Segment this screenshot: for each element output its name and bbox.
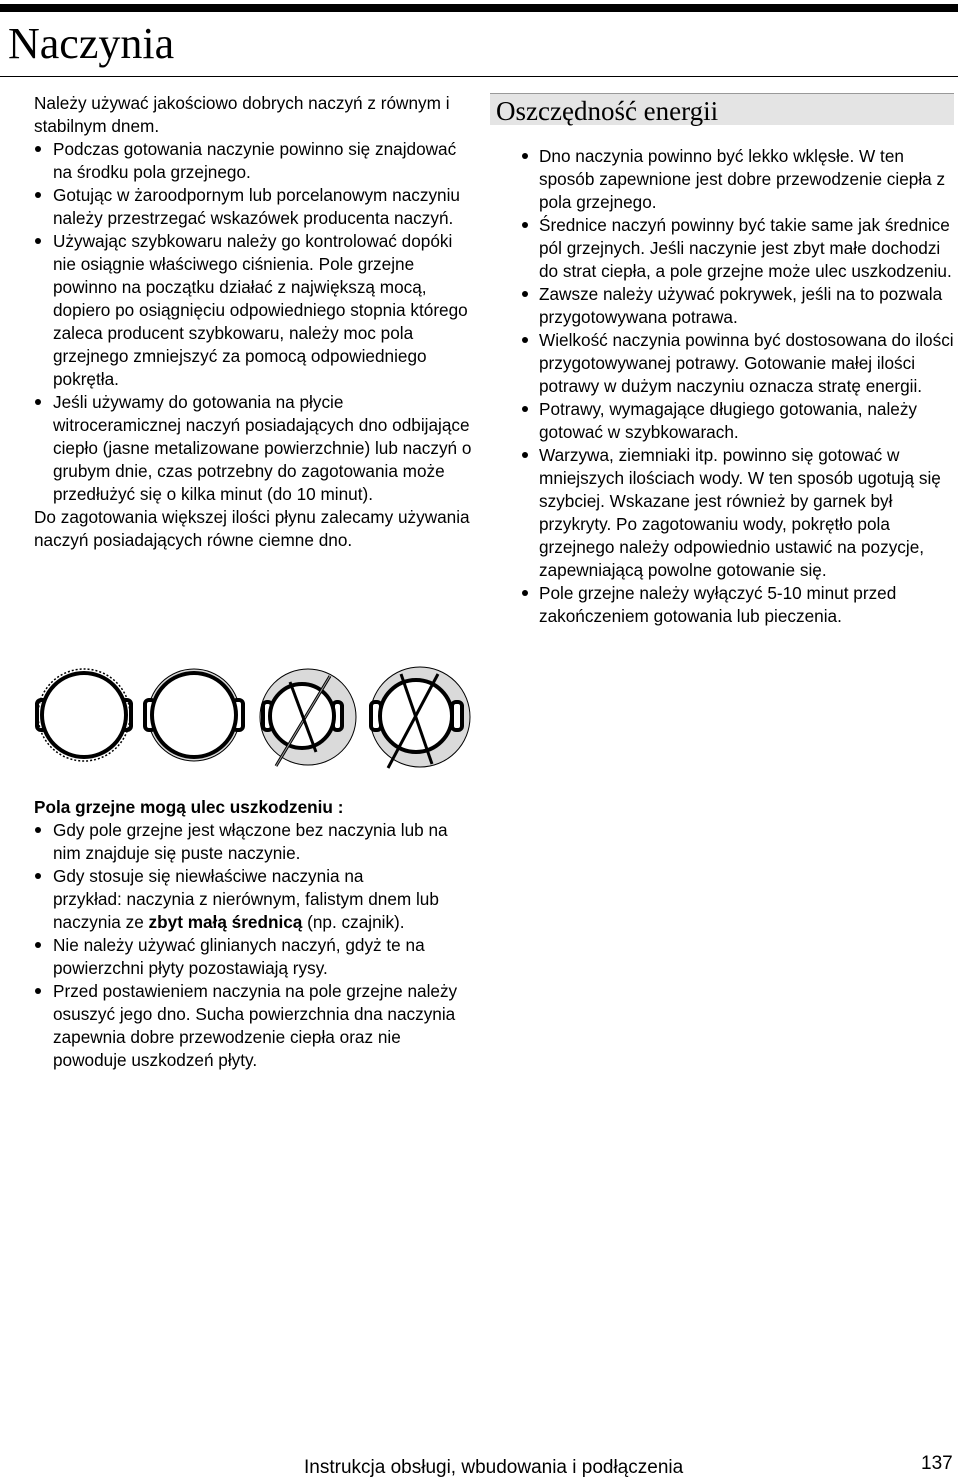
pot-flat-bottom-good [37, 669, 131, 761]
list-item: Pole grzejne należy wyłączyć 5-10 minut przed zakończeniem gotowania lub pieczenia. [520, 582, 960, 628]
list-item: Wielkość naczynia powinna być dostosowana do ilości przygotowywanej potrawy. Gotowanie małej ilości potrawy w dużym naczyniu oznacza stratę energii. [520, 329, 960, 398]
liquid-note: Do zagotowania większej ilości płynu zalecamy używania naczyń posiadających równe ciemne dno. [34, 507, 470, 550]
damage-section [34, 796, 474, 1072]
list-item-text: przykład: naczynia z nierównym, falistym dnem lub naczynia ze [53, 889, 439, 932]
list-item: Gotując w żaroodpornym lub porcelanowym naczyniu należy przestrzegać wskazówek producenta naczyń. [34, 184, 474, 230]
list-item: Gdy pole grzejne jest włączone bez naczynia lub na nim znajduje się puste naczynie. [34, 819, 474, 865]
page-title: Naczynia [8, 19, 175, 68]
title-rule [0, 76, 958, 77]
energy-saving-heading: Oszczędność energii [490, 93, 954, 125]
pot-too-small-crossed [260, 669, 356, 766]
list-item: Zawsze należy używać pokrywek, jeśli na to pozwala przygotowywana potrawa. [520, 283, 960, 329]
list-item: Dno naczynia powinno być lekko wklęsłe. W ten sposób zapewnione jest dobre przewodzenie ciepła z pola grzejnego. [520, 145, 960, 214]
list-item: Podczas gotowania naczynie powinno się znajdować na środku pola grzejnego. [34, 138, 474, 184]
emphasis-text: zbyt małą średnicą [148, 912, 303, 932]
list-item: Potrawy, wymagające długiego gotowania, należy gotować w szybkowarach. [520, 398, 960, 444]
energy-list [520, 145, 960, 628]
page-number: 137 [921, 1453, 953, 1474]
list-item: Jeśli używamy do gotowania na płycie witroceramicznej naczyń posiadających dno odbijające ciepło (jasne metalizowane powierzchnie) lub naczyń o grubym dnie, czas potrzebny do zagotowania może przedłużyć się o kilka minut (do 10 minut). [34, 391, 474, 506]
pot-matching-size-good [145, 669, 243, 761]
list-item-line: Gdy stosuje się niewłaściwe naczynia na [53, 866, 364, 886]
list-item: Średnice naczyń powinny być takie same jak średnice pól grzejnych. Jeśli naczynie jest zbyt małe dochodzi do strat ciepła, a pole grzejne może ulec uszkodzeniu. [520, 214, 960, 283]
list-item: Warzywa, ziemniaki itp. powinno się gotować w mniejszych ilościach wody. W ten sposób ugotują się szybciej. Wskazane jest również by garnek był przykryty. Po zagotowaniu wody, pokrętło pola grzejnego należy odpowiednio ustawić na pozycje, zapewniającą powolne gotowanie się. [520, 444, 960, 582]
pots-illustration [28, 662, 474, 774]
cookware-section [34, 92, 474, 552]
list-item [34, 865, 474, 934]
damage-list [34, 819, 474, 1072]
list-item: Używając szybkowaru należy go kontrolować dopóki nie osiągnie właściwego ciśnienia. Pole grzejne powinno na początku działać z największą mocą, dopiero po osiągnięciu odpowiedniego stopnia którego zaleca producent szybkowaru, należy moc pola grzejnego zmniejszyć za pomocą odpowiedniego pokrętła. [34, 230, 474, 391]
intro-text: Należy używać jakościowo dobrych naczyń z równym i stabilnym dnem. [34, 93, 450, 136]
list-item-text: (np. czajnik). [302, 912, 405, 932]
list-item: Przed postawieniem naczynia na pole grzejne należy osuszyć jego dno. Sucha powierzchnia dna naczynia zapewnia dobre przewodzenie ciepła oraz nie powoduje uszkodzeń płyty. [34, 980, 474, 1072]
footer-text: Instrukcja obsługi, wbudowania i podłączenia [304, 1457, 684, 1478]
energy-saving-section [520, 145, 960, 628]
cookware-list [34, 138, 474, 506]
damage-title: Pola grzejne mogą ulec uszkodzeniu : [34, 797, 344, 817]
pot-wrong-crossed [370, 667, 470, 768]
list-item: Nie należy używać glinianych naczyń, gdyż te na powierzchni płyty pozostawiają rysy. [34, 934, 474, 980]
top-rule [0, 4, 958, 12]
